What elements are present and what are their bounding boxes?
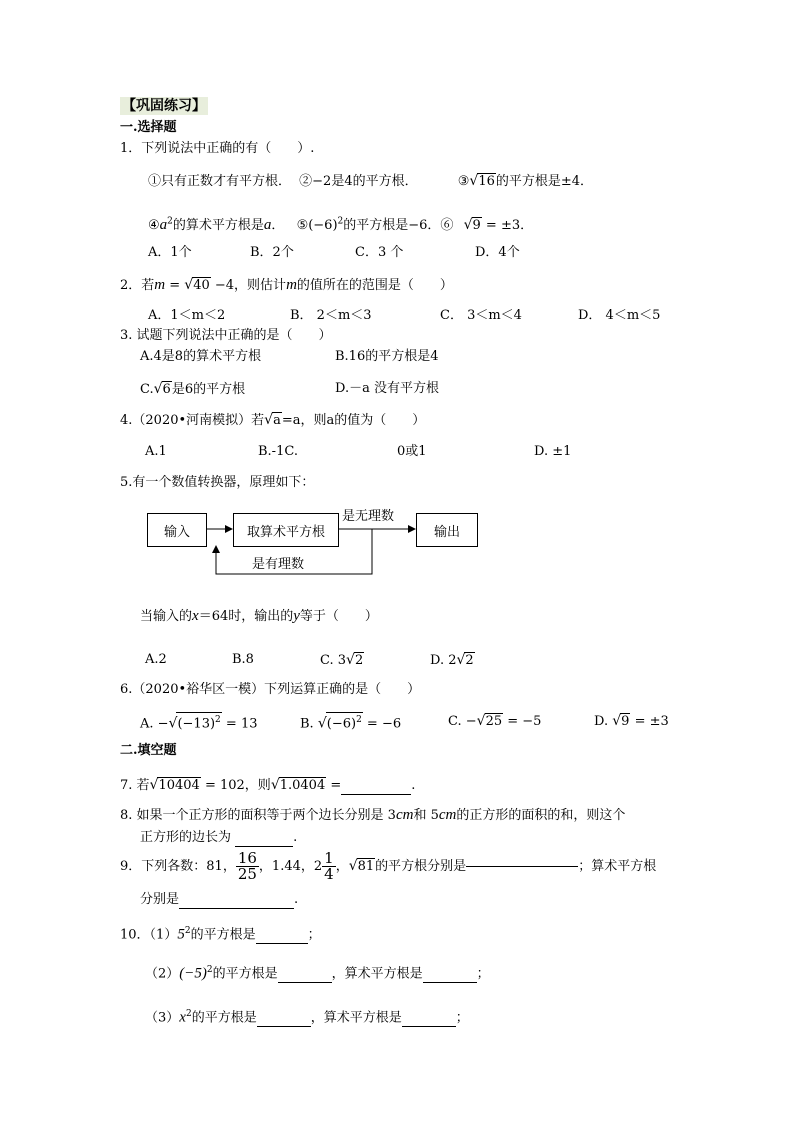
q3-stem: 3. 试题下列说法中正确的是（ ） bbox=[120, 328, 332, 343]
q10-part1: 10．$(1)5^2$的平方根是 ； bbox=[120, 926, 321, 943]
q9-line2: 分别是 . bbox=[140, 892, 299, 907]
q1-s2: ②−2是4的平方根． bbox=[299, 174, 418, 189]
q9-fraction: $\frac{16}{25}$ bbox=[237, 849, 257, 883]
q3-option-b: B.16的平方根是4 bbox=[335, 349, 439, 364]
q1-s5: $⑤(-6)^2$的平方根是−6．⑥ bbox=[296, 217, 454, 234]
q10-blank-2[interactable] bbox=[278, 982, 332, 983]
q5-option-d: D. 2√2 bbox=[430, 652, 474, 668]
q2-stem: 2．若m = √40 −4，则估计m的值所在的范围是（ ） bbox=[120, 277, 453, 293]
flow-sqrt-box: 取算术平方根 bbox=[233, 513, 339, 547]
q1-option-c: C．3 个 bbox=[355, 245, 404, 260]
q10-blank-4[interactable] bbox=[257, 1026, 311, 1027]
q2-option-b: B． 2＜m＜3 bbox=[290, 308, 372, 323]
q1-option-b: B．2个 bbox=[250, 245, 294, 260]
q1-s3: ③√16的平方根是±4． bbox=[457, 173, 594, 189]
q5-question: 当输入的x＝64时，输出的y等于（ ） bbox=[140, 608, 378, 624]
section-title-fill: 二.填空题 bbox=[120, 743, 177, 758]
q2-option-a: A．1＜m＜2 bbox=[148, 308, 226, 323]
q4-stem: 4.（2020•河南模拟）若√a=a，则a的值为（ ） bbox=[120, 412, 426, 428]
q1-option-a: A．1个 bbox=[148, 245, 192, 260]
q10-part2: $(2)(-5)^2$的平方根是 ，算术平方根是 ； bbox=[145, 965, 490, 982]
q4-option-b: B.-1C. bbox=[258, 444, 298, 459]
flow-label-rational: 是有理数 bbox=[252, 557, 305, 572]
q10-part3: $(3)x^2$的平方根是 ，算术平方根是 ； bbox=[145, 1009, 469, 1026]
q1-stem: 1．下列说法中正确的有（ ）. bbox=[120, 141, 315, 156]
q8-line1: 8. 如果一个正方形的面积等于两个边长分别是 3cm和 5cm的正方形的面积的和，则这个 bbox=[120, 807, 626, 823]
q9-mixed-fraction: $\frac{1}{4}$ bbox=[324, 849, 334, 883]
section-title-choice: 一.选择题 bbox=[120, 120, 177, 135]
q6-option-d: D. √9 = ±3 bbox=[594, 713, 669, 729]
q8-line2: 正方形的边长为 . bbox=[140, 830, 298, 845]
q4-option-d: D. ±1 bbox=[534, 444, 572, 459]
q6-option-c: C. −√25 = −5 bbox=[448, 713, 542, 729]
q1-option-d: D．4个 bbox=[475, 245, 520, 260]
q4-option-c: 0或1 bbox=[397, 444, 427, 459]
q6-stem: 6.（2020•裕华区一模）下列运算正确的是（ ） bbox=[120, 682, 421, 697]
flow-input-box: 输入 bbox=[147, 513, 207, 547]
q4-option-a: A.1 bbox=[145, 444, 167, 459]
q1-s1: ①只有正数才有平方根． bbox=[148, 174, 292, 189]
q3-option-c: C.√6是6的平方根 bbox=[140, 381, 246, 397]
q2-option-c: C． 3＜m＜4 bbox=[440, 308, 522, 323]
flow-output-box: 输出 bbox=[416, 513, 478, 547]
flow-label-irrational: 是无理数 bbox=[342, 509, 395, 524]
q3-option-d: D.－a 没有平方根 bbox=[335, 381, 439, 396]
q6-option-b: B. $√(-6)^2 = -6$ bbox=[300, 712, 401, 733]
q10-blank-1[interactable] bbox=[256, 943, 308, 944]
q9-answer-blank-1[interactable] bbox=[466, 866, 578, 867]
q5-option-a: A.2 bbox=[145, 652, 167, 667]
q3-option-a: A.4是8的算术平方根 bbox=[140, 349, 262, 364]
q9-answer-blank-2[interactable] bbox=[179, 908, 294, 909]
q5-stem: 5.有一个数值转换器，原理如下： bbox=[120, 475, 315, 490]
section-header: 【巩固练习】 bbox=[122, 98, 206, 114]
q5-option-c: C. 3√2 bbox=[320, 652, 364, 668]
q7-answer-blank[interactable] bbox=[341, 794, 411, 795]
q10-blank-5[interactable] bbox=[402, 1026, 456, 1027]
q10-blank-3[interactable] bbox=[423, 982, 477, 983]
q9-line1: 9．下列各数：81， $\frac{16}{25}$ ，1.44，2 $\frac{1}{4}$ ，√81的平方根分别是 ；算术平方根 bbox=[120, 849, 657, 883]
q6-option-a: A. $-√(-13)^2 = 13$ bbox=[140, 712, 257, 733]
q1-s6: √9 = ±3． bbox=[463, 217, 534, 234]
q1-s4: $④a^2$的算术平方根是a． bbox=[148, 217, 285, 234]
q5-option-b: B.8 bbox=[232, 652, 254, 667]
q7-stem: 7. 若√10404 = 102，则√1.0404 = . bbox=[120, 777, 416, 793]
q2-option-d: D． 4＜m＜5 bbox=[578, 308, 661, 323]
